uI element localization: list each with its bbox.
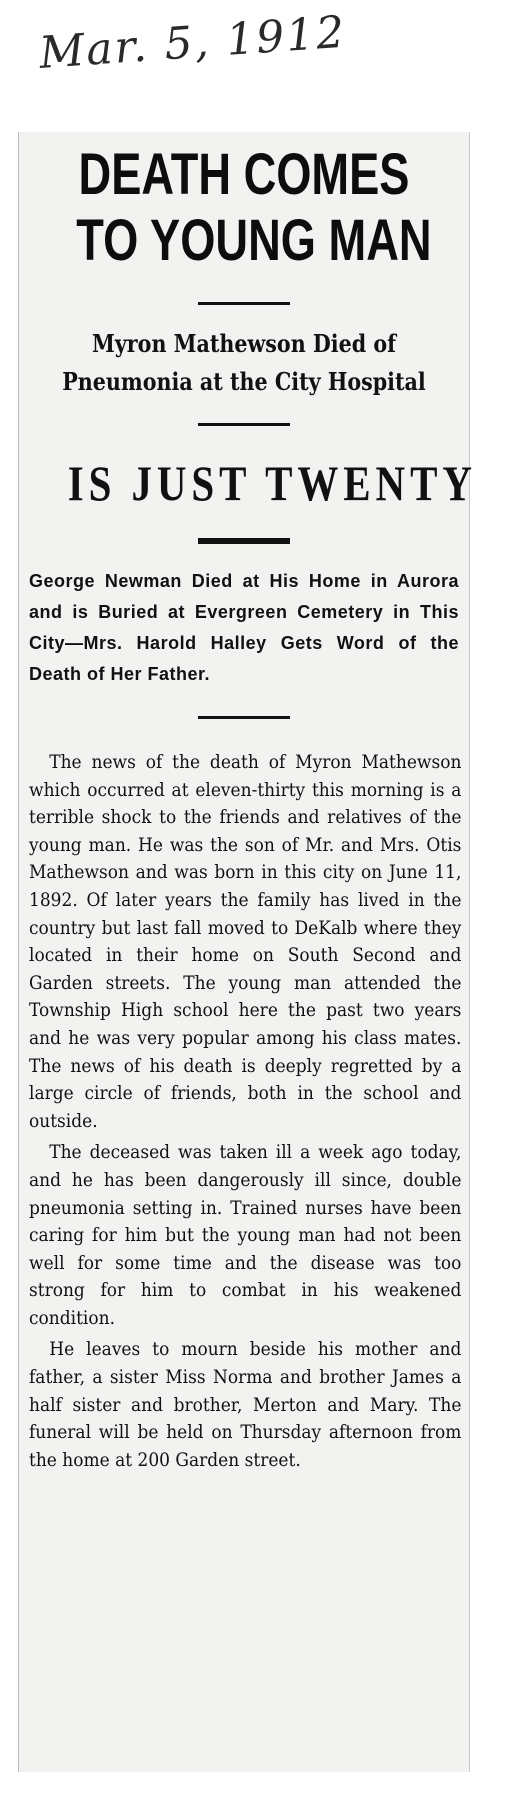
paragraph-3: He leaves to mourn beside his mother and father, a sister Miss Norma and brother James a half sister and brother, Merton and Mary. The funeral will be held on Thursday afternoon from the home at 200 Garden street. (29, 1339, 462, 1471)
second-headline: IS JUST TWENTY (67, 455, 477, 511)
deck-summary: George Newman Died at His Home in Aurora and is Buried at Evergreen Cemetery in This City—Mrs. Harold Halley Gets Word of the Death of Her Father. (29, 571, 459, 684)
headline-line-1: DEATH COMES (78, 142, 410, 207)
newspaper-clipping (18, 132, 477, 1772)
article-body (29, 749, 461, 1474)
divider-rule (198, 302, 290, 305)
headline-line-2: TO YOUNG MAN (76, 208, 432, 273)
divider-rule-thick (198, 538, 290, 544)
paragraph-1: The news of the death of Myron Mathewson which occurred at eleven-thirty this morning is a terrible shock to the friends and relatives of the young man. He was the son of Mr. and Mrs. Otis Mathewson and was born in this city on June 11, 1892. Of later years the family has lived in the country but last fall moved to DeKalb where they located in their home on South Second and Garden streets. The young man attended the Township High school here the past two years and he was very popular among his class mates. The news of his death is deeply regretted by a large circle of friends, both in the school and outside. (29, 752, 462, 1132)
divider-rule (198, 423, 290, 426)
subheading: Myron Mathewson Died of Pneumonia at the City Hospital (62, 329, 426, 396)
paragraph-2: The deceased was taken ill a week ago today, and he has been dangerously ill since, double pneumonia setting in. Trained nurses have been caring for him but the young man had not been well for some time and the disease was too strong for him to combat in his weakened condition. (29, 1142, 462, 1329)
handwritten-date: Mar. 5, 1912 (37, 6, 348, 79)
divider-rule (198, 716, 290, 719)
